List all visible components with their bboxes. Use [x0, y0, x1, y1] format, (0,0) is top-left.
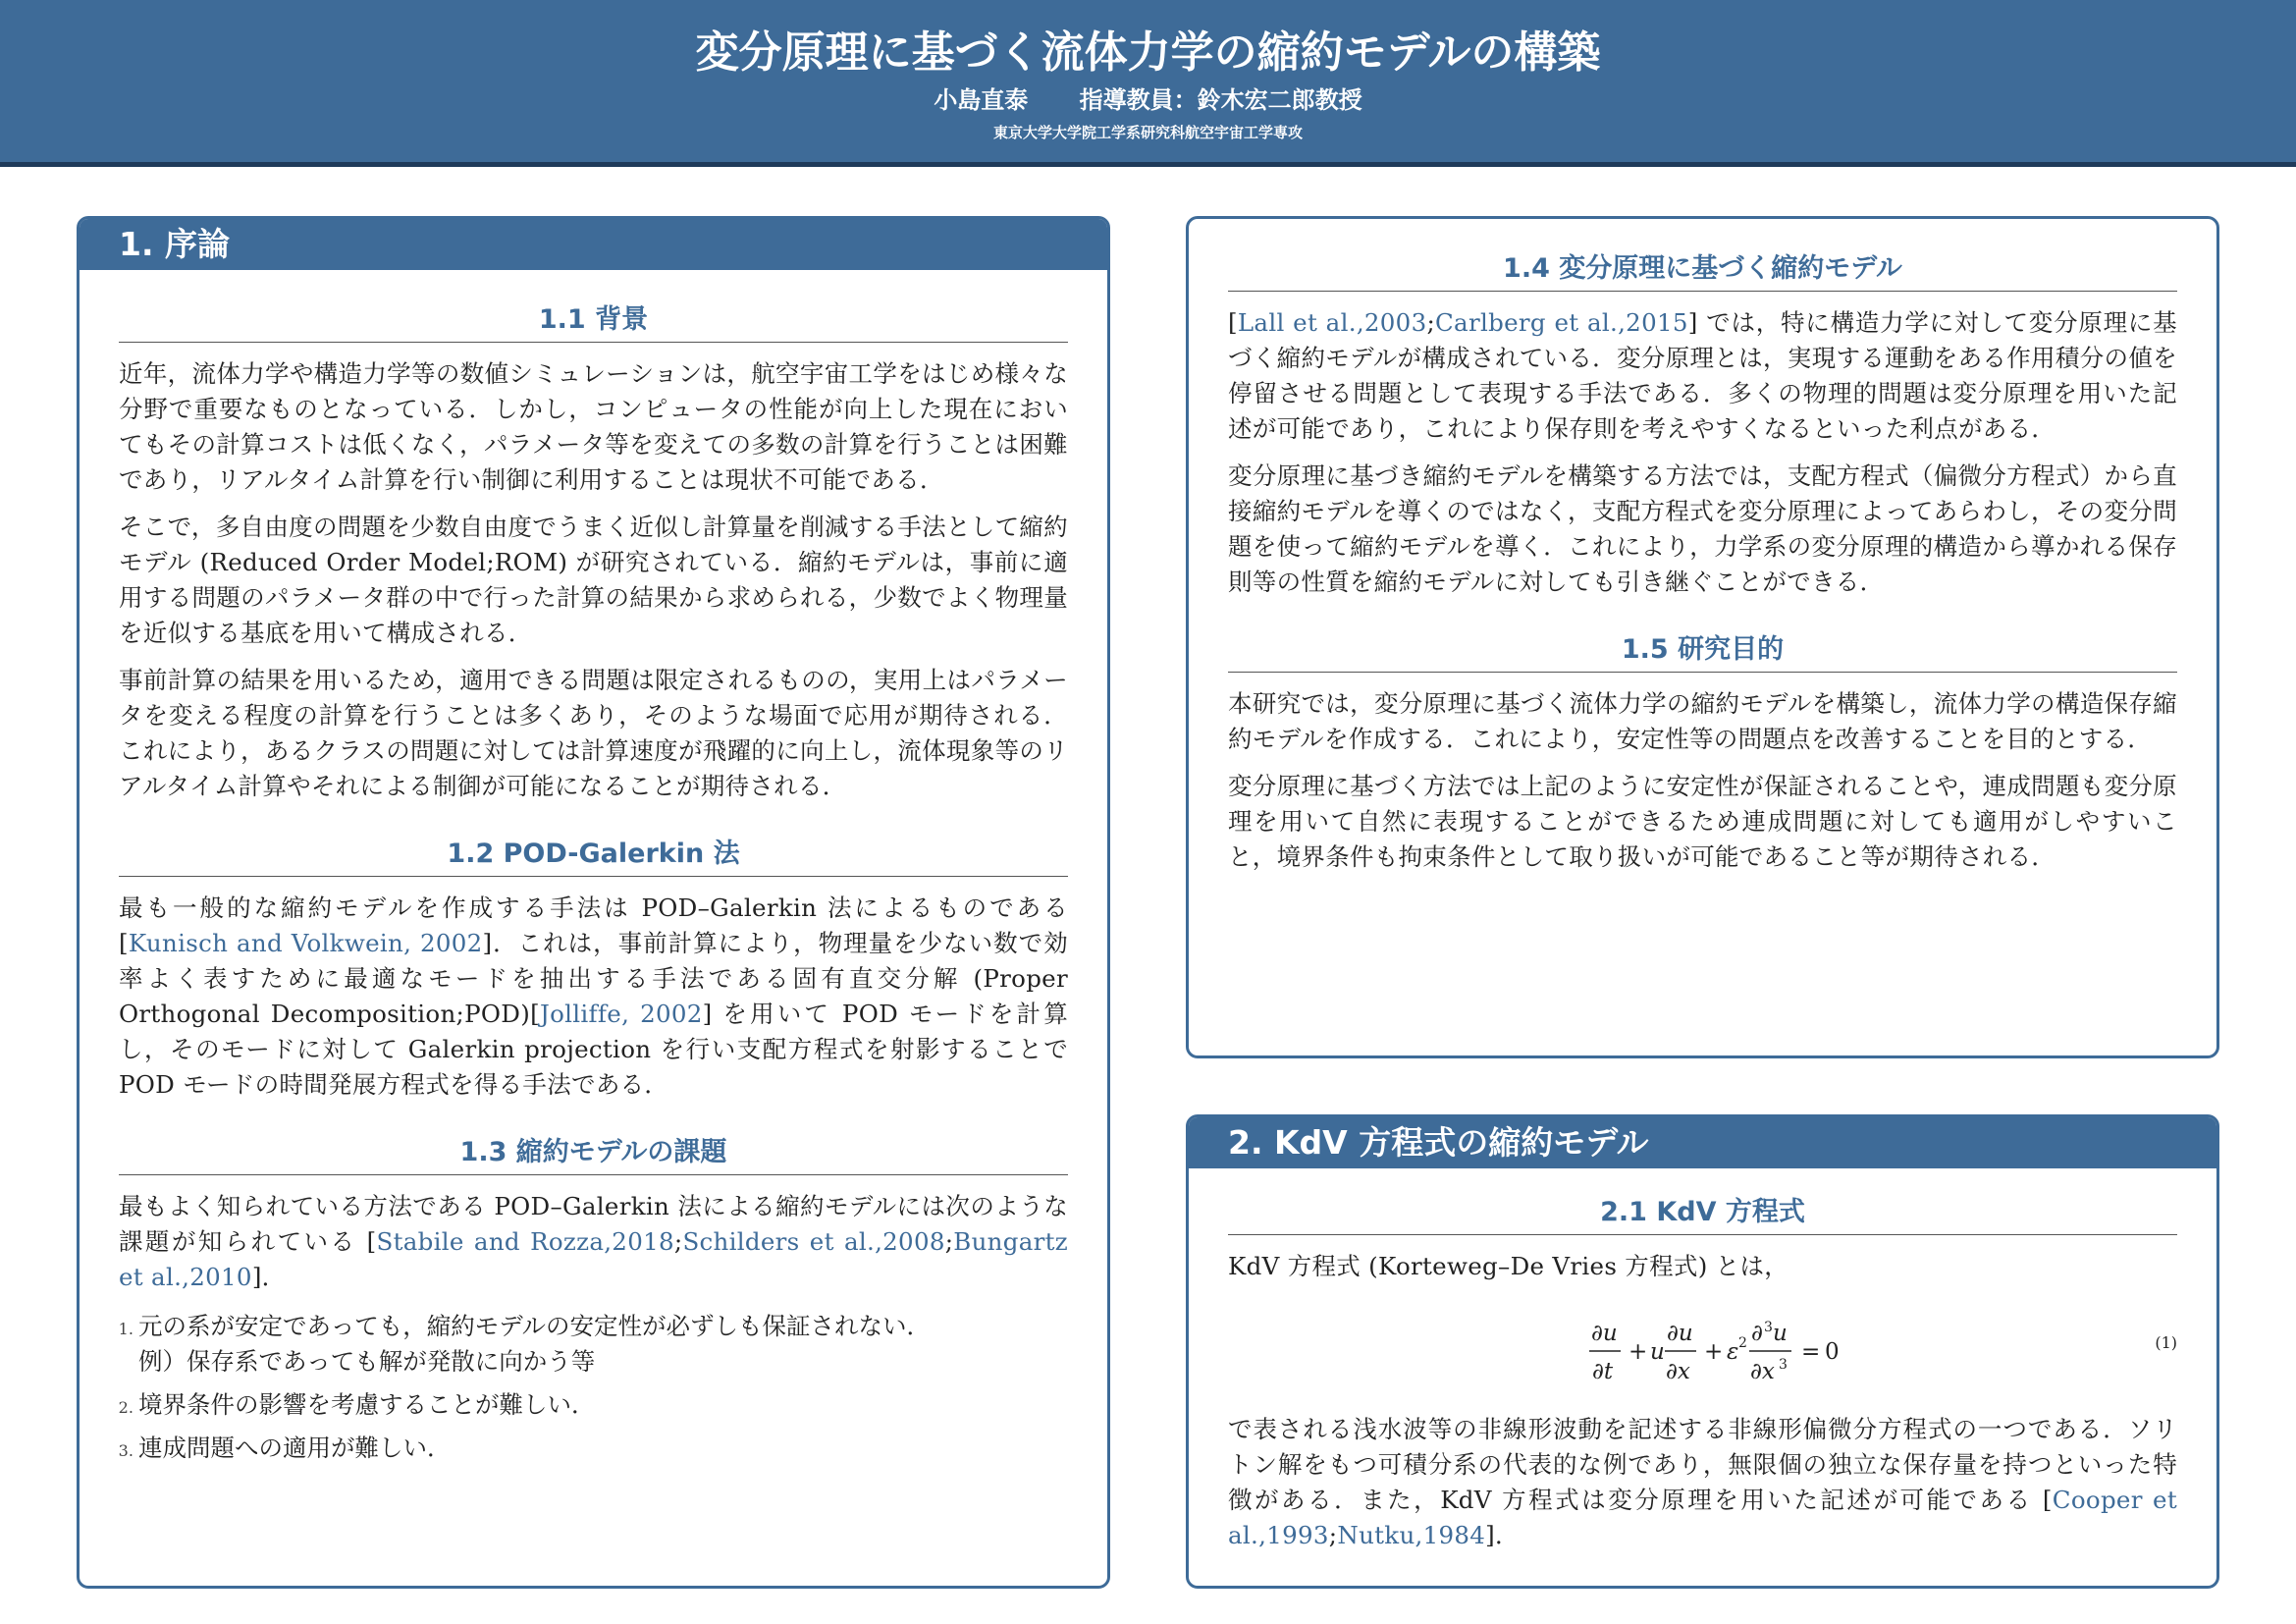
text-run: ] では，特に構造力学に対して変分原理に基づく縮約モデルが構成されている．変分原理とは，実現する運動をある作用積分の値を停留させる問題として表現する手法である．多くの物理的問題は変分原理を用いた記述が可能であり，これにより保存則を考えやすくなるといった利点がある． [1228, 308, 2177, 443]
svg-text:∂: ∂ [1751, 1321, 1763, 1346]
paragraph: KdV 方程式 (Korteweg–De Vries 方程式) とは， [1228, 1252, 1789, 1280]
text-run: ; [944, 1227, 954, 1256]
paragraph [1228, 305, 2177, 447]
section-2-panel [1186, 1114, 2219, 1589]
section-1-continued-panel [1186, 216, 2219, 1058]
poster-title: 変分原理に基づく流体力学の縮約モデルの構築 [695, 27, 1601, 78]
svg-text:+: + [1704, 1339, 1724, 1365]
svg-text:3: 3 [1779, 1357, 1788, 1373]
paragraph: 変分原理に基づき縮約モデルを構築する方法では，支配方程式（偏微分方程式）から直接縮約モデルを導くのではなく，支配方程式を変分原理によってあらわし，その変分問題を使って縮約モデルを導く．これにより，力学系の変分原理的構造から導かれる保存則等の性質を縮約モデルに対しても引き継ぐことができる． [1228, 461, 2177, 596]
subsection-1-2-title: 1.2 POD-Galerkin 法 [119, 832, 1068, 877]
author-line [0, 82, 2296, 118]
text-run: ]．これは，事前計算により，物理量を少ない数で効率よく表すために最適なモードを抽出する手法である固有直交分解 (Proper Orthogonal Decomposition;POD)[ [119, 929, 1068, 1028]
text-run: 最も一般的な縮約モデルを作成する手法は POD–Galerkin 法によるものである [ [119, 893, 1068, 957]
svg-text:u: u [1773, 1321, 1788, 1346]
citation-link[interactable]: Bungartz et al.,2010 [119, 1227, 1069, 1291]
author-name: 小島直泰 [934, 86, 1029, 114]
svg-text:∂u: ∂u [1591, 1321, 1618, 1346]
svg-text:0: 0 [1825, 1339, 1840, 1365]
paragraph [119, 1189, 1068, 1295]
paragraph [119, 891, 1068, 1103]
list-item [138, 1309, 1068, 1380]
citation-link[interactable]: Schilders et al.,2008 [682, 1227, 945, 1256]
equation-graphic [1228, 1296, 2111, 1404]
list-item: 3. 連成問題への適用が難しい． [138, 1431, 1068, 1466]
paragraph: 本研究では，変分原理に基づく流体力学の縮約モデルを構築し，流体力学の構造保存縮約モデルを作成する．これにより，安定性等の問題点を改善することを目的とする． [1228, 689, 2177, 753]
subsection-1-5-title: 1.5 研究目的 [1228, 627, 2177, 673]
citation-link[interactable]: Jolliffe, 2002 [539, 1000, 703, 1028]
affiliation: 東京大学大学院工学系研究科航空宇宙工学専攻 [992, 124, 1303, 141]
text-run: ] を用いて POD モードを計算し，そのモードに対して Galerkin projection を行い支配方程式を射影することで POD モードの時間発展方程式を得る手法である． [119, 1000, 1068, 1099]
text-run: ]． [251, 1263, 287, 1291]
text-run: で表される浅水波等の非線形波動を記述する非線形偏微分方程式の一つである．ソリトン解をもつ可積分系の代表的な例であり，無限個の独立な保存量を持つといった特徴がある．また，KdV 方程式は変分原理を用いた記述が可能である [ [1228, 1415, 2177, 1514]
paragraph: 変分原理に基づく方法では上記のように安定性が保証されることや，連成問題も変分原理を用いて自然に表現することができるため連成問題に対しても適用がしやすいこと，境界条件も拘束条件として取り扱いが可能であること等が期待される． [1228, 772, 2177, 871]
list-item-text: 例）保存系であっても解が発散に向かう等 [138, 1347, 596, 1376]
svg-text:∂x: ∂x [1666, 1359, 1690, 1384]
svg-text:∂u: ∂u [1667, 1321, 1693, 1346]
svg-text:∂x: ∂x [1750, 1359, 1775, 1384]
subsection-1-4-title: 1.4 変分原理に基づく縮約モデル [1228, 246, 2177, 292]
paragraph: 事前計算の結果を用いるため，適用できる問題は限定されるものの，実用上はパラメータを変える程度の計算を行うことは多くあり，そのような場面で応用が期待される．これにより，あるクラスの問題に対しては計算速度が飛躍的に向上し，流体現象等のリアルタイム計算やそれによる制御が可能になることが期待される． [119, 666, 1068, 800]
citation-link[interactable]: Carlberg et al.,2015 [1435, 308, 1688, 337]
svg-text:u: u [1650, 1339, 1665, 1365]
text-run: ; [1426, 308, 1436, 337]
text-run: ]． [1485, 1521, 1520, 1549]
citation-link[interactable]: Kunisch and Volkwein, 2002 [128, 929, 483, 957]
advisor-name: 指導教員：鈴木宏二郎教授 [1079, 86, 1362, 114]
subsection-1-3-title: 1.3 縮約モデルの課題 [119, 1130, 1068, 1175]
text-run: 最もよく知られている方法である POD–Galerkin 法による縮約モデルには次のような課題が知られている [ [119, 1192, 1068, 1256]
svg-text:ε: ε [1727, 1339, 1739, 1365]
text-run: [ [1228, 308, 1238, 337]
list-item: 2. 境界条件の影響を考慮することが難しい． [138, 1387, 1068, 1423]
text-run: ; [1328, 1521, 1338, 1549]
citation-link[interactable]: Nutku,1984 [1337, 1521, 1486, 1549]
equation-number: (1) [2155, 1333, 2177, 1352]
subsection-2-1-title: 2.1 KdV 方程式 [1228, 1190, 2177, 1235]
text-run: ; [673, 1227, 683, 1256]
poster-header [0, 0, 2296, 167]
issue-list [119, 1309, 1068, 1466]
paragraph: そこで，多自由度の問題を少数自由度でうまく近似し計算量を削減する手法として縮約モデル (Reduced Order Model;ROM) が研究されている．縮約モデルは，事前に適用する問題のパラメータ群の中で行った計算の結果から求められる，少数でよく物理量を近似する基底を用いて構成される． [119, 513, 1068, 647]
svg-text:3: 3 [1764, 1320, 1773, 1335]
paragraph [1228, 1412, 2177, 1553]
svg-text:2: 2 [1738, 1335, 1747, 1351]
list-item-text: 元の系が安定であっても，縮約モデルの安定性が必ずしも保証されない． [138, 1312, 932, 1340]
paragraph: 近年，流体力学や構造力学等の数値シミュレーションは，航空宇宙工学をはじめ様々な分野で重要なものとなっている．しかし，コンピュータの性能が向上した現在においてもその計算コストは低くなく，パラメータ等を変えての多数の計算を行うことは困難であり，リアルタイム計算を行い制御に利用することは現状不可能である． [119, 359, 1068, 494]
citation-link[interactable]: Cooper et al.,1993 [1228, 1486, 2177, 1549]
section-2-title: 2. KdV 方程式の縮約モデル [1189, 1117, 2216, 1168]
section-1-title: 1. 序論 [80, 219, 1107, 270]
svg-text:∂t: ∂t [1592, 1359, 1614, 1384]
subsection-1-1-title: 1.1 背景 [119, 298, 1068, 343]
svg-text:=: = [1801, 1339, 1821, 1365]
citation-link[interactable]: Stabile and Rozza,2018 [376, 1227, 674, 1256]
svg-text:+: + [1629, 1339, 1648, 1365]
kdv-equation [1228, 1296, 2177, 1404]
citation-link[interactable]: Lall et al.,2003 [1237, 308, 1427, 337]
section-1-panel [77, 216, 1110, 1589]
